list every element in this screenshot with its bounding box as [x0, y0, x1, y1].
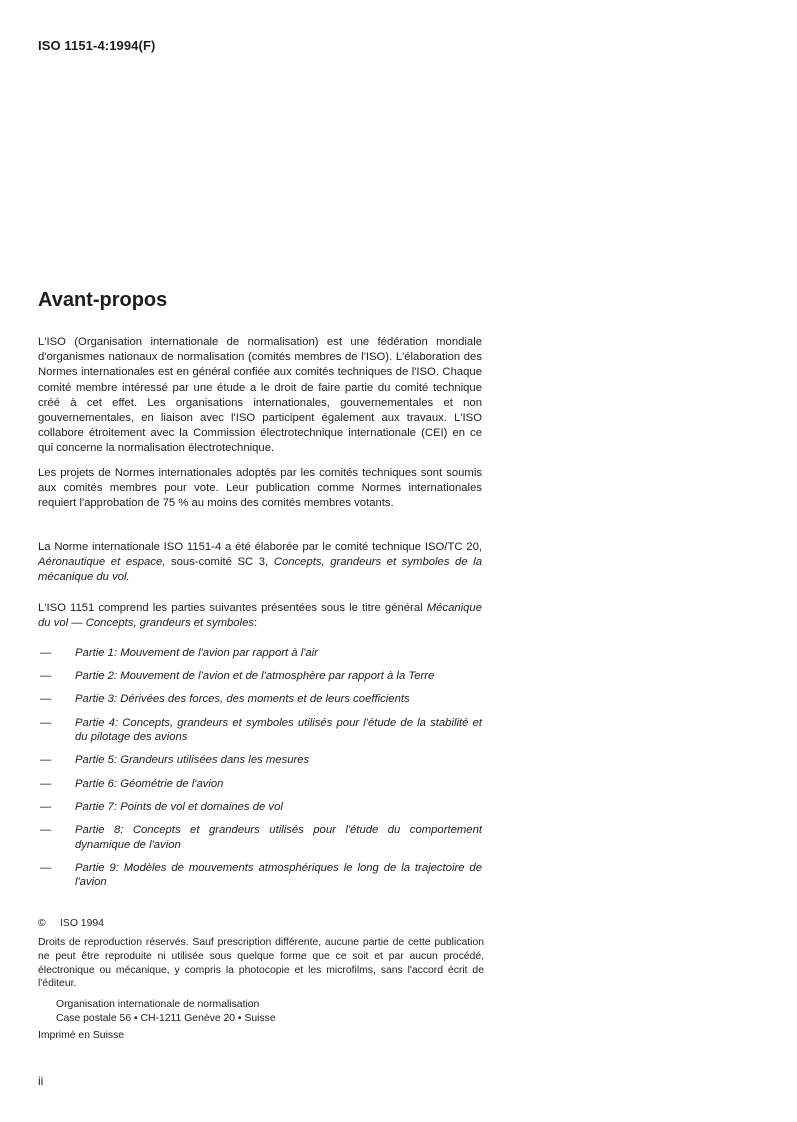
dash-bullet: —: [40, 647, 52, 659]
dash-bullet: —: [40, 716, 52, 729]
list-item: [40, 716, 482, 745]
part-label: Partie 1: Mouvement de l'avion par rapport à l'air: [75, 647, 318, 659]
copyright-text: ISO 1994: [60, 918, 104, 929]
copyright-line: [38, 918, 104, 929]
publisher-address: [56, 998, 276, 1026]
p3-italic-aeronautique: Aéronautique et espace,: [38, 556, 166, 569]
dash-bullet: —: [40, 861, 52, 874]
dash-bullet: —: [40, 693, 52, 706]
dash-bullet: —: [40, 754, 52, 767]
dash-bullet: —: [40, 777, 52, 790]
part-label: Partie 2: Mouvement de l'avion et de l'atmosphère par rapport à la Terre: [75, 670, 435, 683]
paragraph-elaboration: [38, 540, 482, 586]
part-label: Partie 6: Géométrie de l'avion: [75, 777, 224, 790]
list-item: [40, 861, 482, 890]
p4-colon: :: [254, 617, 258, 630]
copyright-icon: ©: [38, 918, 46, 929]
postal-address: Case postale 56 • CH-1211 Genève 20 • Suisse: [56, 1012, 276, 1024]
rights-notice: Droits de reproduction réservés. Sauf prescription différente, aucune partie de cette publication ne peut être reproduite ni utilisée sous quelque forme que ce soit et par aucun procédé, électronique ou mécanique, y compris la photocopie et les microfilms, sans l'accord écrit de l'éditeur.: [38, 937, 484, 990]
dash-bullet: —: [40, 670, 52, 683]
part-label: Partie 5: Grandeurs utilisées dans les mesures: [75, 754, 310, 767]
paragraph-vote: Les projets de Normes internationales adoptés par les comités techniques sont soumis aux comités membres pour vote. Leur publication comme Normes internationales requiert l'approbation de 75 % au moins des comités membres votants.: [38, 467, 482, 510]
list-item: [40, 823, 482, 852]
list-item: [40, 800, 482, 815]
p3-text-mid: sous-comité SC 3,: [171, 556, 269, 569]
part-label: Partie 7: Points de vol et domaines de vol: [75, 800, 283, 813]
list-item: [40, 669, 482, 684]
p3-text-start: La Norme internationale ISO 1151-4 a été élaborée par le comité technique ISO/TC 20,: [38, 541, 482, 553]
p3-italic-concepts: Concepts, grandeurs et symboles de la mécanique du vol.: [38, 556, 483, 584]
document-id: ISO 1151-4:1994(F): [38, 38, 156, 53]
p4-text-start: L'ISO 1151 comprend les parties suivantes présentées sous le titre général: [38, 602, 423, 614]
part-label: Partie 4: Concepts, grandeurs et symboles utilisés pour l'étude de la stabilité et du pilotage des avions: [75, 716, 482, 744]
p4-italic-title: Mécanique du vol — Concepts, grandeurs et symboles: [38, 602, 482, 630]
dash-bullet: —: [40, 823, 52, 836]
dash-bullet: —: [40, 800, 52, 813]
part-label: Partie 9: Modèles de mouvements atmosphériques le long de la trajectoire de l'avion: [75, 861, 482, 889]
list-item: [40, 753, 482, 768]
parts-list: [40, 646, 482, 898]
list-item: [40, 777, 482, 792]
printed-in: Imprimé en Suisse: [38, 1030, 125, 1041]
page-title: Avant-propos: [38, 289, 168, 311]
list-item: [40, 692, 482, 707]
part-label: Partie 8: Concepts et grandeurs utilisés pour l'étude du comportement dynamique de l'avion: [75, 823, 482, 851]
list-item: [40, 646, 482, 661]
page-number: ii: [38, 1074, 44, 1088]
part-label: Partie 3: Dérivées des forces, des moments et de leurs coefficients: [75, 693, 410, 706]
paragraph-iso-organisation: L'ISO (Organisation internationale de normalisation) est une fédération mondiale d'organismes nationaux de normalisation (comités membres de l'ISO). L'élaboration des Normes internationales est en général confiée aux comités techniques de l'ISO. Chaque comité membre intéressé par une étude a le droit de faire partie du comité technique créé à cet effet. Les organisations internationales, gouvernementales et non gouvernementales, en liaison avec l'ISO participent également aux travaux. L'ISO collabore étroitement avec la Commission électrotechnique internationale (CEI) en ce qui concerne la normalisation électrotechnique.: [38, 336, 482, 455]
paragraph-parts-intro: [38, 601, 482, 631]
organisation-name: Organisation internationale de normalisation: [56, 999, 260, 1010]
